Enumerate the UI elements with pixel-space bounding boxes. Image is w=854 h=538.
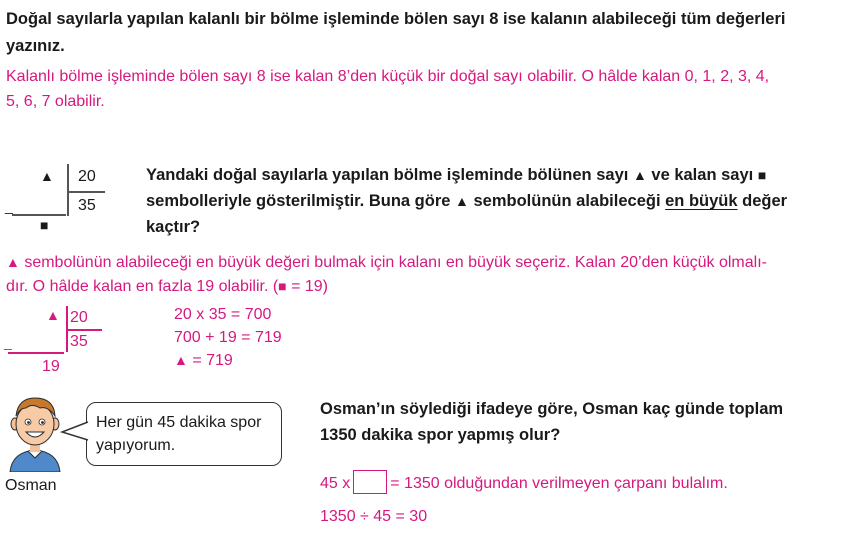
q2-text: ve kalan sayı [651,166,754,184]
q2-text: sembolünün alabileceği [473,192,661,210]
q3-question-line1: Osman’ın söylediği ifadeye göre, Osman kaç günde toplam [320,400,784,418]
solution-step3-text: = 719 [192,352,233,369]
minus-sign: _ [5,198,13,214]
q2-question-line2 [146,188,787,214]
triangle-icon: ▲ [46,307,60,323]
boy-character-icon [4,392,66,472]
triangle-icon: ▲ [174,352,188,368]
solution-step2: 700 + 19 = 719 [174,329,282,346]
solution-step3 [174,348,233,373]
square-icon: ■ [278,278,287,294]
solution-divisor: 20 [70,309,88,326]
emphasis-text: en büyük [665,192,738,210]
q3-question-line2: 1350 dakika spor yapmış olur? [320,426,561,444]
q3-answer-text: 45 x [320,475,351,492]
q1-answer-line1: Kalanlı bölme işleminde bölen sayı 8 ise kalan 8’den küçük bir doğal sayı olabilir. O hâlde kalan 0, 1, 2, 3, 4, [6,68,770,85]
q1-answer-line2: 5, 6, 7 olabilir. [6,93,105,110]
solution-step1: 20 x 35 = 700 [174,306,272,323]
square-icon: ■ [40,217,49,233]
triangle-icon: ▲ [40,168,54,184]
q2-answer-text: sembolünün alabileceği en büyük değeri bulmak için kalanı en büyük seçeriz. Kalan 20’den küçük olmalı- [24,254,767,271]
speech-text: Her gün 45 dakika spor yapıyorum. [96,414,262,454]
divisor: 20 [78,168,96,185]
q2-text: değer [742,192,788,210]
minus-sign: _ [4,334,12,350]
square-icon: ■ [757,167,767,183]
blank-box [353,470,387,494]
q2-answer-line2 [6,274,328,299]
q1-question-line2: yazınız. [6,37,65,55]
triangle-icon: ▲ [632,167,647,183]
quotient: 35 [78,197,96,214]
q3-answer-line1 [320,470,728,496]
q2-question-line3: kaçtır? [146,218,201,236]
q2-question-line1 [146,162,766,188]
q2-answer-text: = 19) [291,278,329,295]
solution-quotient: 35 [70,333,88,350]
q2-text: Yandaki doğal sayılarla yapılan bölme işleminde bölünen sayı [146,166,629,184]
triangle-icon: ▲ [6,254,20,270]
character-name: Osman [5,477,57,494]
q2-answer-text: dır. O hâlde kalan en fazla 19 olabilir. ( [6,278,279,295]
q1-question-line1: Doğal sayılarla yapılan kalanlı bir bölme işleminde bölen sayı 8 ise kalanın alabileceği tüm değerleri [6,10,786,28]
q3-answer-text: = 1350 olduğundan verilmeyen çarpanı bulalım. [390,475,728,492]
q2-text: sembolleriyle gösterilmiştir. Buna göre [146,192,451,210]
q2-answer-line1 [6,250,767,275]
speech-bubble-tail [60,420,90,442]
solution-remainder: 19 [42,358,60,375]
q3-answer-line2: 1350 ÷ 45 = 30 [320,508,428,525]
triangle-icon: ▲ [455,193,469,209]
speech-bubble [86,402,282,466]
